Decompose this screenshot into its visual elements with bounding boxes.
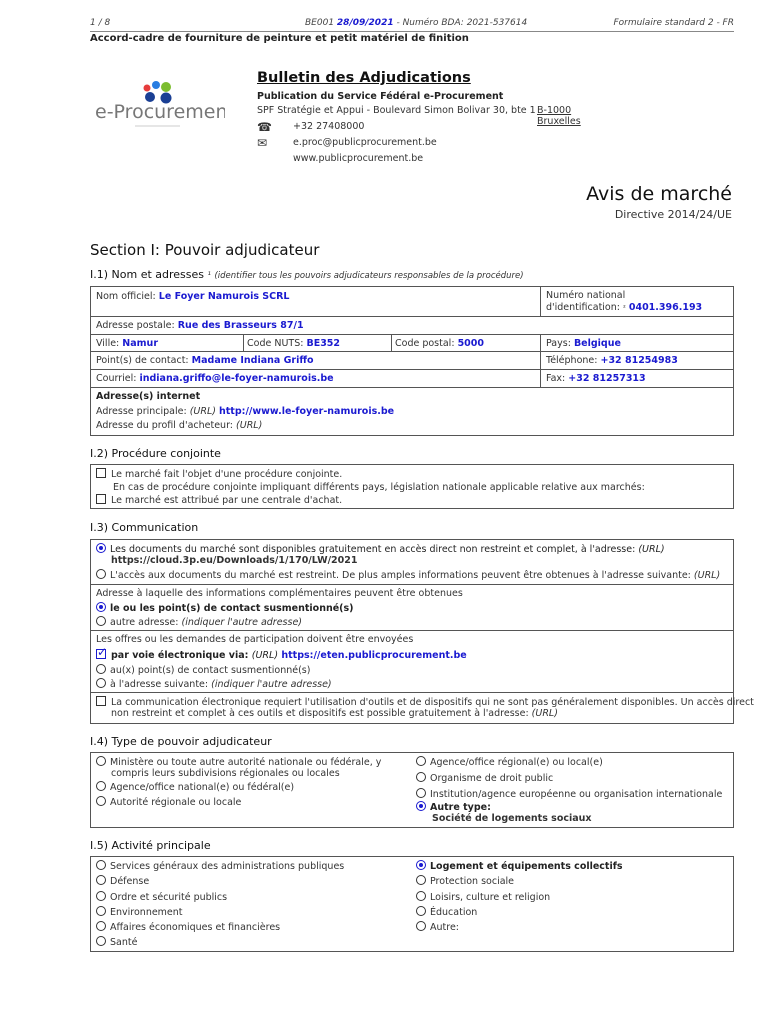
buyer-profile-url-tag: (URL) <box>236 420 263 431</box>
activity-environment-label: Environnement <box>110 907 183 918</box>
subsection-i3-title: I.3) Communication <box>90 521 199 534</box>
country-cell <box>540 335 733 351</box>
row-postal <box>91 317 733 334</box>
zip-code: 5000 <box>457 338 485 349</box>
i2-box <box>90 464 734 509</box>
type-public-body-label: Organisme de droit public <box>430 773 554 784</box>
activity-other-radio[interactable] <box>416 921 426 931</box>
city-label: Ville: <box>96 338 120 349</box>
nuts-cell <box>243 335 391 351</box>
type-regional-agency-label: Agence/office régional(e) ou local(e) <box>430 757 603 768</box>
official-name: Le Foyer Namurois SCRL <box>158 291 290 302</box>
type-regional-authority-radio[interactable] <box>96 796 106 806</box>
activity-environment-radio[interactable] <box>96 906 106 916</box>
zip-cell <box>391 335 540 351</box>
joint-procedure-label: Le marché fait l'objet d'une procédure conjointe. <box>111 469 343 480</box>
fax-cell <box>540 370 733 387</box>
notice-heading <box>586 183 732 221</box>
page-number: 1 / 8 <box>90 18 111 28</box>
row-info-address <box>91 585 733 631</box>
row-email <box>91 370 733 388</box>
postal-label: Adresse postale: <box>96 320 175 331</box>
submission-label: Les offres ou les demandes de participation doivent être envoyées <box>96 634 414 645</box>
country-label: Pays: <box>546 338 571 349</box>
electronic-tools-label-2: non restreint et complet à ces outils et dispositifs est possible gratuitement à l'adresse: <box>111 708 529 719</box>
i1-address-table <box>90 286 734 436</box>
notice-title: Avis de marché <box>586 183 732 205</box>
fax-label: Fax: <box>546 373 566 384</box>
envelope-icon: ✉ <box>257 136 268 150</box>
notice-directive: Directive 2014/24/UE <box>614 208 732 221</box>
contract-title: Accord-cadre de fourniture de peinture et petit matériel de finition <box>90 33 469 44</box>
submission-url[interactable]: https://eten.publicprocurement.be <box>281 650 467 661</box>
section-title: Section I: Pouvoir adjudicateur <box>90 241 320 259</box>
form-type: Formulaire standard 2 - FR <box>613 18 734 28</box>
official-name-label: Nom officiel: <box>96 291 156 302</box>
email-label: Courriel: <box>96 373 137 384</box>
logo-text: e-Procurement <box>95 101 225 123</box>
i1-sup: ¹ <box>207 271 211 281</box>
docs-restricted-radio[interactable] <box>96 569 106 579</box>
logo-dot-red <box>144 85 151 92</box>
subsection-i2-title: I.2) Procédure conjointe <box>90 447 221 460</box>
row-city <box>91 334 733 352</box>
tel-label: Téléphone: <box>546 355 598 366</box>
type-national-agency-label: Agence/office national(e) ou fédéral(e) <box>110 782 295 793</box>
submission-contact-label: au(x) point(s) de contact susmentionné(s) <box>110 665 311 676</box>
submission-address-label: à l'adresse suivante: <box>110 679 209 690</box>
docs-url[interactable]: https://cloud.3p.eu/Downloads/1/170/LW/2021 <box>111 555 358 566</box>
publisher-email[interactable]: e.proc@publicprocurement.be <box>293 137 437 148</box>
activity-health-radio[interactable] <box>96 936 106 946</box>
subsection-i5-title: I.5) Activité principale <box>90 839 211 852</box>
activity-leisure-radio[interactable] <box>416 891 426 901</box>
main-addr-url-tag: (URL) <box>189 406 216 417</box>
page-header <box>90 18 734 32</box>
zip-label: Code postal: <box>395 338 455 349</box>
postal-address: Rue des Brasseurs 87/1 <box>177 320 304 331</box>
submission-url-tag: (URL) <box>251 650 279 661</box>
internet-label: Adresse(s) internet <box>96 391 201 402</box>
type-ministry-label-2: compris leurs subdivisions régionales ou locales <box>111 768 340 779</box>
logo-dot-green <box>161 82 171 92</box>
national-id: 0401.396.193 <box>628 302 703 313</box>
nuts-label: Code NUTS: <box>247 338 304 349</box>
info-other-radio[interactable] <box>96 616 106 626</box>
activity-social-radio[interactable] <box>416 875 426 885</box>
tel-cell <box>540 352 733 369</box>
type-eu-institution-radio[interactable] <box>416 788 426 798</box>
type-public-body-radio[interactable] <box>416 772 426 782</box>
notice-code: BE001 <box>305 18 335 28</box>
submission-address-note: (indiquer l'autre adresse) <box>211 679 332 690</box>
publisher-block <box>257 70 581 166</box>
contact-label: Point(s) de contact: <box>96 355 189 366</box>
docs-url-tag: (URL) <box>638 544 665 555</box>
info-address-label: Adresse à laquelle des informations complémentaires peuvent être obtenues <box>96 588 463 599</box>
submission-electronic-checkbox[interactable] <box>96 649 106 659</box>
i1-title-text: I.1) Nom et adresses <box>90 268 205 281</box>
main-addr-label: Adresse principale: <box>96 406 187 417</box>
type-other-label: Autre type: <box>430 802 491 813</box>
publisher-web[interactable]: www.publicprocurement.be <box>293 153 424 164</box>
phone-icon: ☎ <box>257 120 272 134</box>
row-internet <box>91 388 733 435</box>
electronic-tools-checkbox[interactable] <box>96 696 106 706</box>
activity-general-services-label: Services généraux des administrations publiques <box>110 861 345 872</box>
activity-education-label: Éducation <box>430 907 478 918</box>
subsection-i4-title: I.4) Type de pouvoir adjudicateur <box>90 735 272 748</box>
nuts-code: BE352 <box>306 338 341 349</box>
joint-procedure-note: En cas de procédure conjointe impliquant différents pays, législation nationale applicable relative aux marchés: <box>113 482 645 493</box>
info-other-note: (indiquer l'autre adresse) <box>181 617 302 628</box>
joint-procedure-checkbox[interactable] <box>96 468 106 478</box>
national-id-label-1: Numéro national <box>546 290 626 301</box>
city: Namur <box>122 338 159 349</box>
electronic-tools-label-1: La communication électronique requiert l'utilisation d'outils et de dispositifs qui ne sont pas généralement disponibles. Un accès direct <box>111 697 754 708</box>
bda-number: - Numéro BDA: 2021-537614 <box>393 18 528 28</box>
activity-housing-radio[interactable] <box>416 860 426 870</box>
row-electronic-tools <box>91 693 754 723</box>
fax: +32 81257313 <box>568 373 646 384</box>
activity-social-label: Protection sociale <box>430 876 515 887</box>
notice-reference <box>305 18 527 28</box>
national-id-line <box>546 302 702 313</box>
bulletin-title: Bulletin des Adjudications <box>257 70 471 86</box>
telephone: +32 81254983 <box>600 355 678 366</box>
i5-box <box>90 856 734 952</box>
central-purchasing-checkbox[interactable] <box>96 494 106 504</box>
activity-other-label: Autre: <box>430 922 459 933</box>
info-other-label: autre adresse: <box>110 617 179 628</box>
activity-economic-radio[interactable] <box>96 921 106 931</box>
restricted-url-tag: (URL) <box>693 570 721 581</box>
country: Belgique <box>573 338 621 349</box>
submission-address-radio[interactable] <box>96 678 106 688</box>
docs-free-radio[interactable] <box>96 543 106 553</box>
submission-electronic-label: par voie électronique via: <box>111 650 249 661</box>
i3-box <box>90 539 754 724</box>
info-contact-radio[interactable] <box>96 602 106 612</box>
publisher-email-line <box>257 137 536 150</box>
docs-free-label: Les documents du marché sont disponibles gratuitement en accès direct non restreint et complet, à l'adresse: <box>110 544 636 555</box>
activity-general-services-radio[interactable] <box>96 860 106 870</box>
type-regional-authority-label: Autorité régionale ou locale <box>110 797 242 808</box>
i4-box <box>90 752 734 828</box>
electronic-tools-url-tag: (URL) <box>531 708 558 719</box>
row-official-name <box>91 287 733 317</box>
activity-housing-label: Logement et équipements collectifs <box>430 861 623 872</box>
logo-dot-blue <box>152 81 160 89</box>
central-purchasing-label: Le marché est attribué par une centrale d'achat. <box>111 495 343 506</box>
submission-contact-radio[interactable] <box>96 664 106 674</box>
activity-leisure-label: Loisirs, culture et religion <box>430 892 551 903</box>
type-other-radio[interactable] <box>416 801 426 811</box>
publisher-subtitle: Publication du Service Fédéral e-Procurement <box>257 91 504 102</box>
publisher-address: SPF Stratégie et Appui - Boulevard Simon Bolivar 30, bte 1 <box>257 105 536 116</box>
contact-email[interactable]: indiana.griffo@le-foyer-namurois.be <box>139 373 334 384</box>
type-regional-agency-radio[interactable] <box>416 756 426 766</box>
row-documents <box>91 540 733 585</box>
row-submission <box>91 631 733 693</box>
publisher-web-line <box>257 153 536 166</box>
national-id-sup: ² <box>623 304 626 312</box>
publisher-phone-line <box>257 121 536 134</box>
docs-restricted-label: L'accès aux documents du marché est restreint. De plus amples informations peuvent être obtenues à l'adresse suivante: <box>110 570 691 581</box>
type-eu-institution-label: Institution/agence européenne ou organisation internationale <box>430 789 723 800</box>
activity-health-label: Santé <box>110 937 138 948</box>
i1-note: (identifier tous les pouvoirs adjudicateurs responsables de la procédure) <box>214 271 524 281</box>
subsection-i1-title <box>90 268 524 281</box>
notice-date: 28/09/2021 <box>336 18 394 28</box>
type-other-value: Société de logements sociaux <box>432 813 592 824</box>
publisher-city: B-1000 Bruxelles <box>537 105 581 127</box>
publisher-phone: +32 27408000 <box>293 121 365 132</box>
type-ministry-radio[interactable] <box>96 756 106 766</box>
activity-defense-radio[interactable] <box>96 875 106 885</box>
activity-education-radio[interactable] <box>416 906 426 916</box>
buyer-profile-label: Adresse du profil d'acheteur: <box>96 420 234 431</box>
activity-public-order-radio[interactable] <box>96 891 106 901</box>
national-id-cell <box>540 287 733 316</box>
info-contact-label: le ou les point(s) de contact susmentionné(s) <box>110 603 354 614</box>
activity-public-order-label: Ordre et sécurité publics <box>110 892 228 903</box>
type-ministry-label: Ministère ou toute autre autorité nationale ou fédérale, y <box>110 757 382 768</box>
activity-economic-label: Affaires économiques et financières <box>110 922 281 933</box>
type-national-agency-radio[interactable] <box>96 781 106 791</box>
main-address-url[interactable]: http://www.le-foyer-namurois.be <box>219 406 395 417</box>
row-contact <box>91 352 733 370</box>
e-procurement-logo <box>95 80 225 130</box>
contact-person: Madame Indiana Griffo <box>191 355 314 366</box>
national-id-label-2: d'identification: <box>546 302 620 313</box>
activity-defense-label: Défense <box>110 876 150 887</box>
